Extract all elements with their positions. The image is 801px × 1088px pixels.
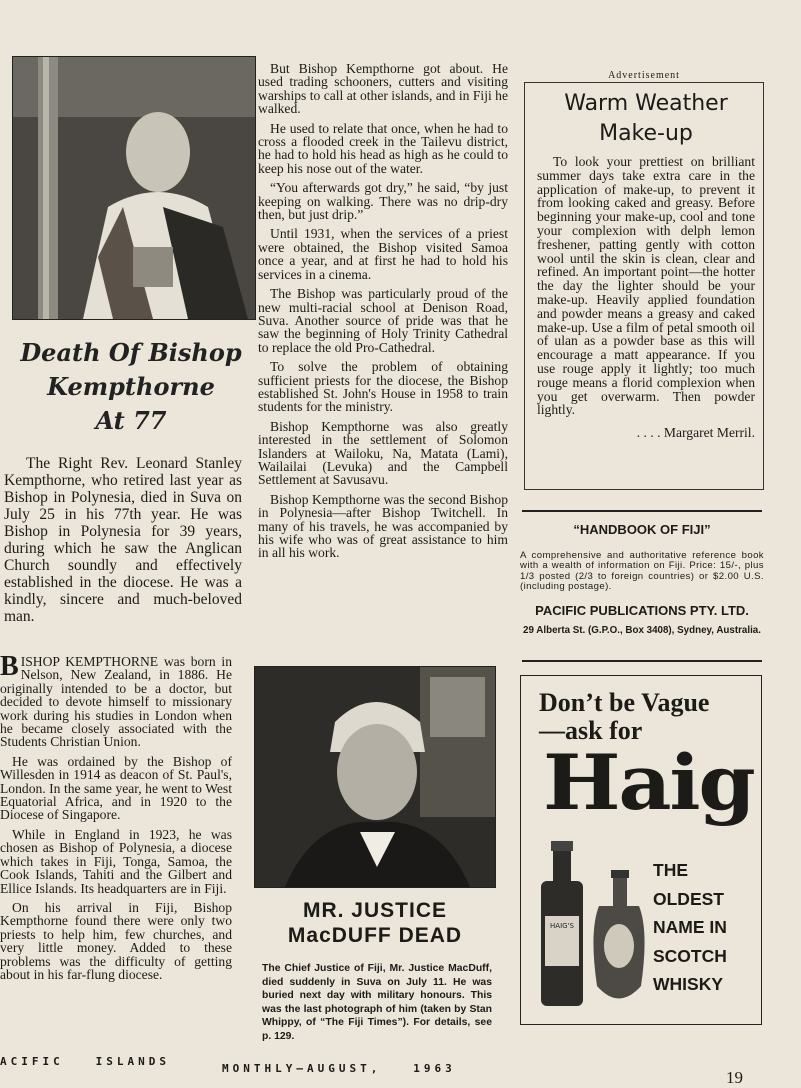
bottle-label: HAIG'S <box>550 922 574 930</box>
handbook-desc: A comprehensive and authoritative reference book with a wealth of information on Fiji. Price: 15/-, plus 1/3 posted (2/3 to foreign countries) or $2.00 U.S. (including postage). <box>520 550 764 593</box>
ad-label: Advertisement <box>608 70 680 81</box>
bishop-body-para-4: On his arrival in Fiji, Bishop Kempthorne found there were only two priests to help him, few churches, and very little money. Added to these problems was the difficulty of getting about in his far-flung diocese. <box>0 899 232 982</box>
bishop-body-mid <box>258 62 508 566</box>
mid-para-2: He used to relate that once, when he had to cross a flooded creek in the Tailevu district, he had to hold his head as high as he could to keep his nose out of the water. <box>258 120 508 176</box>
handbook-title: “HANDBOOK OF FIJI” <box>573 522 711 537</box>
headline-line-1: Death Of Bishop <box>20 338 242 367</box>
footer-left: ACIFIC ISLANDS <box>0 1055 170 1068</box>
bishop-lead-column <box>4 455 242 633</box>
divider <box>522 510 762 512</box>
ad-box <box>524 82 764 490</box>
ad-title: Warm Weather Make-up <box>564 91 728 146</box>
bishop-body-para-1: BISHOP KEMPTHORNE was born in Nelson, New Zealand, in 1886. He originally intended to be a doctor, but decided to devote himself to missionary work during his studies in London when he became closely associated with the Students Christian Union. <box>0 651 232 750</box>
justice-caption: The Chief Justice of Fiji, Mr. Justice MacDuff, died suddenly in Suva on July 11. He was buried next day with military honours. This was the last photograph of him (taken by Stan Whippy, of “The Fiji Times”). For details, see p. 129. <box>262 963 492 1042</box>
ad-body: To look your prettiest on brilliant summer days take extra care in the application of make-up, to prevent it from looking caked and greasy. Before beginning your make-up, cool and tone your complexion with delph lemon freshener, patting gently with cotton wool until the skin is clean, clear and refined. An important point—the hotter the day the lighter should be your make-up. Heavily applied foundation and powder means a greasy and caked make-up. Use a film of petal smooth oil of ulan as a powder base as this will encourage a matt appearance. If you use rouge apply it lightly; too much rouge means a florid complexion when you get overwarm. Then powder lightly. <box>537 154 755 418</box>
haig-line-2: —ask for <box>539 716 643 745</box>
haig-ad <box>520 675 762 1025</box>
handbook-publisher: PACIFIC PUBLICATIONS PTY. LTD. <box>535 602 749 618</box>
haig-line-1: Don’t be Vague <box>539 688 710 717</box>
mid-para-8: Bishop Kempthorne was the second Bishop in Polynesia—after Bishop Twitchell. In many of his travels, he was accompanied by his wife who was of great assistance to him in all his work. <box>258 491 508 561</box>
bishop-body-para-2: He was ordained by the Bishop of Willesden in 1914 as deacon of St. Paul's, London. In the same year, he went to West Equatorial Africa, and in 1920 to the Diocese of Singapore. <box>0 753 232 823</box>
justice-headline-line-1: MR. JUSTICE <box>302 899 447 922</box>
justice-headline <box>250 898 500 948</box>
headline-line-3: At 77 <box>95 406 167 435</box>
bishop-lead: The Right Rev. Leonard Stanley Kempthorne, who retired last year as Bishop in Polynesia, died in Suva on July 25 in his 77th year. He was Bishop in Polynesia for 39 years, during which he saw the Anglican Church soundly and effectively established in the diocese. He was a kindly, sincere and much-beloved man. <box>4 455 242 625</box>
mid-para-5: The Bishop was particularly proud of the new multi-racial school at Denison Road, Suva. Another source of pride was that he saw the beginning of Holy Trinity Cathedral to replace the old Pro-Cathedral. <box>258 286 508 355</box>
mid-para-6: To solve the problem of obtaining sufficient priests for the diocese, the Bishop established St. John's House in 1958 to train students for the ministry. <box>258 359 508 415</box>
handbook-ad <box>520 518 764 637</box>
handbook-address: 29 Alberta St. (G.P.O., Box 3408), Sydney, Australia. <box>523 624 761 636</box>
mid-para-3: “You afterwards got dry,” he said, “by just keeping on walking. There was no drip-dry then, but just drip.” <box>258 180 508 223</box>
ad-signature: . . . . Margaret Merril. <box>636 425 755 441</box>
bishop-body-para-3: While in England in 1923, he was chosen as Bishop of Polynesia, a diocese which takes in Fiji, Tonga, Samoa, the Cook Islands, Tahiti and the Gilbert and Ellice Islands. Its headquarters are in Fiji. <box>0 826 232 896</box>
haig-tagline: THE OLDEST NAME IN SCOTCH WHISKY <box>653 860 727 994</box>
bottle-graphic <box>529 836 659 1016</box>
headline-line-2: Kempthorne <box>47 372 215 401</box>
makeup-ad <box>524 70 764 490</box>
drop-cap: B <box>0 651 19 682</box>
bishop-body-left <box>0 651 232 987</box>
mid-para-4: Until 1931, when the services of a priest were obtained, the Bishop visited Samoa once a year, and at first he had to hold his services in a cinema. <box>258 226 508 282</box>
mid-para-1: But Bishop Kempthorne got about. He used trading schooners, cutters and visiting warships to call at other islands, and in Fiji he walked. <box>258 61 508 117</box>
haig-brand: Haig <box>543 738 754 827</box>
footer-right: MONTHLY—AUGUST, 1963 <box>222 1062 456 1075</box>
bishop-photo <box>12 56 256 320</box>
bishop-headline <box>2 336 260 438</box>
mid-para-7: Bishop Kempthorne was also greatly interested in the settlement of Solomon Islanders at Wailoku, Na, Matata (Lami), Wailailai (Levuka) and the Campbell Settlement at Savusavu. <box>258 418 508 488</box>
justice-headline-line-2: MacDUFF DEAD <box>287 924 463 947</box>
justice-photo <box>254 666 496 888</box>
divider-2 <box>522 660 762 662</box>
page-number: 19 <box>726 1068 743 1087</box>
